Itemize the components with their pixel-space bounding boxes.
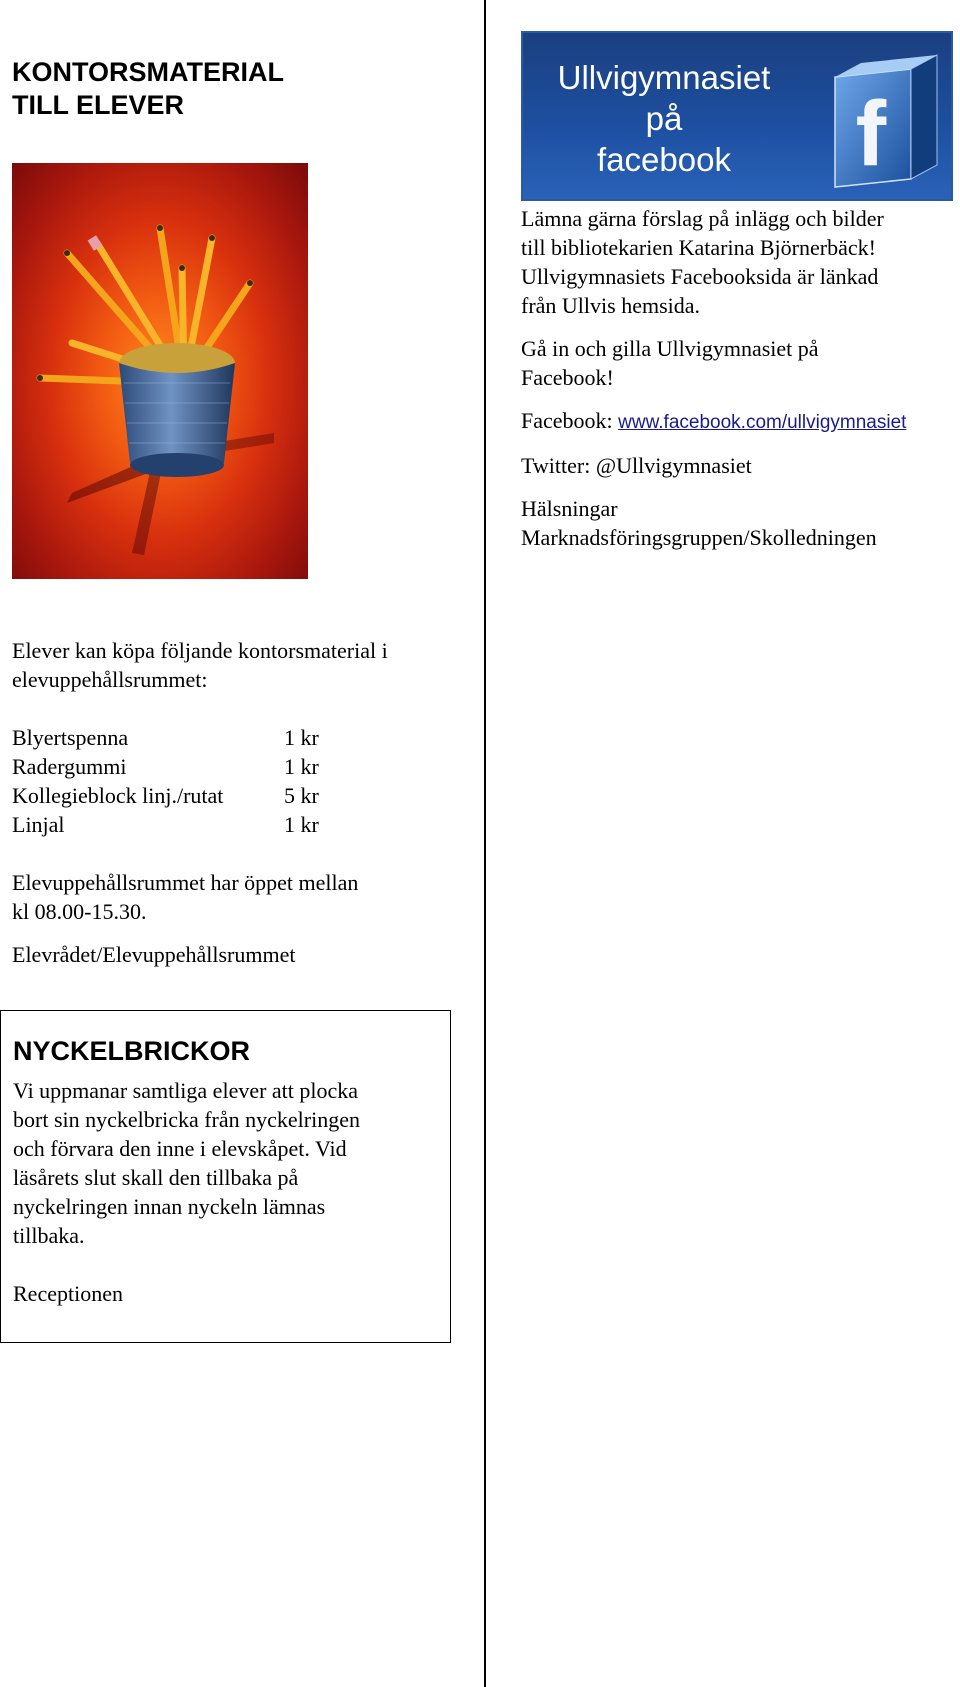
key-tag-notice <box>0 1010 451 1343</box>
price-row <box>12 752 474 781</box>
price-row <box>12 723 474 752</box>
facebook-link[interactable]: www.facebook.com/ullvigymnasiet <box>618 412 907 433</box>
twitter-line: Twitter: @Ullvigymnasiet <box>521 453 752 478</box>
key-tag-signoff: Receptionen <box>13 1281 123 1306</box>
facebook-line: Facebook: www.facebook.com/ullvigymnasiet <box>521 408 907 433</box>
price-item: Blyertspenna <box>12 725 129 750</box>
price-value: 1 kr <box>284 754 319 779</box>
facebook-banner[interactable] <box>521 31 953 201</box>
price-item: Radergummi <box>12 754 127 779</box>
supplies-signoff: Elevrådet/Elevuppehållsrummet <box>12 942 296 967</box>
column-divider <box>484 0 486 1687</box>
price-value: 5 kr <box>284 783 319 808</box>
facebook-banner-text: Ullvigymnasiet på facebook <box>557 59 771 178</box>
price-item: Linjal <box>12 812 65 837</box>
key-tag-body: Vi uppmanar samtliga elever att plocka bort sin nyckelbricka från nyckelringen och förvara den inne i elevskåpet. Vid läsårets slut skall den tillbaka på nyckelringen innan nyckeln lämnas tillbaka. <box>13 1078 360 1248</box>
svg-text:f: f <box>855 83 887 185</box>
greeting: Hälsningar Marknadsföringsgruppen/Skolledningen <box>521 496 877 550</box>
office-supplies-section <box>12 636 474 969</box>
suggestion-paragraph: Lämna gärna förslag på inlägg och bilder till bibliotekarien Katarina Björnerbäck! Ullvigymnasiets Facebooksida är länkad från Ullvis hemsida. <box>521 206 884 318</box>
price-row <box>12 781 474 810</box>
facebook-info <box>521 204 956 566</box>
supplies-intro: Elever kan köpa följande kontorsmaterial i elevuppehållsrummet: <box>12 638 388 692</box>
price-item: Kollegieblock linj./rutat <box>12 783 224 808</box>
price-list <box>12 723 474 839</box>
opening-hours: Elevuppehållsrummet har öppet mellan kl 08.00-15.30. <box>12 870 359 924</box>
price-row <box>12 810 474 839</box>
pencil-cup-photo <box>12 163 308 579</box>
page-title: KONTORSMATERIAL TILL ELEVER <box>12 57 284 120</box>
like-paragraph: Gå in och gilla Ullvigymnasiet på Facebook! <box>521 336 819 390</box>
key-tag-heading: NYCKELBRICKOR <box>13 1036 251 1066</box>
price-value: 1 kr <box>284 812 319 837</box>
price-value: 1 kr <box>284 725 319 750</box>
facebook-logo-icon <box>825 47 943 193</box>
